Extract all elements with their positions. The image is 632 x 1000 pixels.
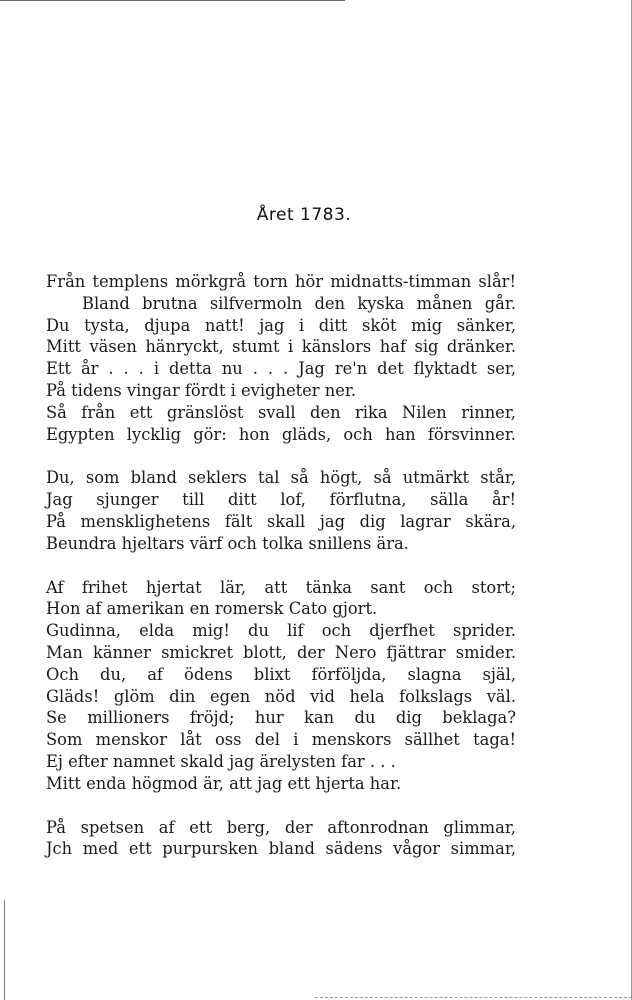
stanza-4 [46, 817, 516, 861]
verse-line: Mitt enda högmod är, att jag ett hjerta har. [46, 773, 402, 793]
stanza-2 [46, 467, 516, 554]
verse-line: Och du, af ödens blixt förföljda, slagna själ, [46, 664, 516, 684]
verse-line: Du, som bland seklers tal så högt, så utmärkt står, [46, 468, 516, 488]
verse-line: Bland brutna silfvermoln den kyska månen går. [82, 293, 516, 313]
verse-line: Så från ett gränslöst svall den rika Nilen rinner, [46, 402, 516, 422]
verse-line: Gudinna, elda mig! du lif och djerfhet sprider. [46, 621, 516, 641]
bottom-border-line [315, 997, 632, 998]
verse-line: På tidens vingar fördt i evigheter ner. [46, 380, 357, 400]
verse-line: Se millioners fröjd; hur kan du dig beklaga? [46, 708, 516, 728]
verse-line: Beundra hjeltars värf och tolka snillens ära. [46, 533, 409, 553]
stanza-3 [46, 577, 516, 795]
verse-line: Du tysta, djupa natt! jag i ditt sköt mig sänker, [46, 315, 516, 335]
verse-line: Egypten lycklig gör: hon gläds, och han försvinner. [46, 424, 516, 444]
verse-line: Jag sjunger till ditt lof, förflutna, sälla år! [46, 490, 516, 510]
verse-line: Af frihet hjertat lär, att tänka sant och stort; [46, 577, 516, 597]
top-border-line [0, 0, 345, 1]
poem [46, 271, 516, 860]
verse-line: Hon af amerikan en romersk Cato gjort. [46, 599, 378, 619]
verse-line: Mitt väsen hänryckt, stumt i känslors haf sig dränker. [46, 337, 516, 357]
verse-line: Som menskor låt oss del i menskors sällhet taga! [46, 730, 516, 750]
verse-line: Gläds! glöm din egen nöd vid hela folkslags väl. [46, 686, 516, 706]
page-title: Året 1783. [256, 205, 352, 225]
stanza-1 [46, 271, 516, 445]
verse-line: Man känner smickret blott, der Nero fjättrar smider. [46, 642, 516, 662]
verse-line: Från templens mörkgrå torn hör midnatts-timman slår! [46, 272, 516, 291]
verse-line: Jch med ett purpursken bland sädens vågor simmar, [46, 839, 516, 859]
verse-line: På spetsen af ett berg, der aftonrodnan glimmar, [46, 817, 516, 837]
scan-margin-line [4, 900, 5, 1000]
verse-line: På mensklighetens fält skall jag dig lagrar skära, [46, 511, 516, 531]
verse-line: Ej efter namnet skald jag ärelysten far . . . [46, 751, 396, 771]
verse-line: Ett år . . . i detta nu . . . Jag re'n det flyktadt ser, [46, 359, 516, 379]
